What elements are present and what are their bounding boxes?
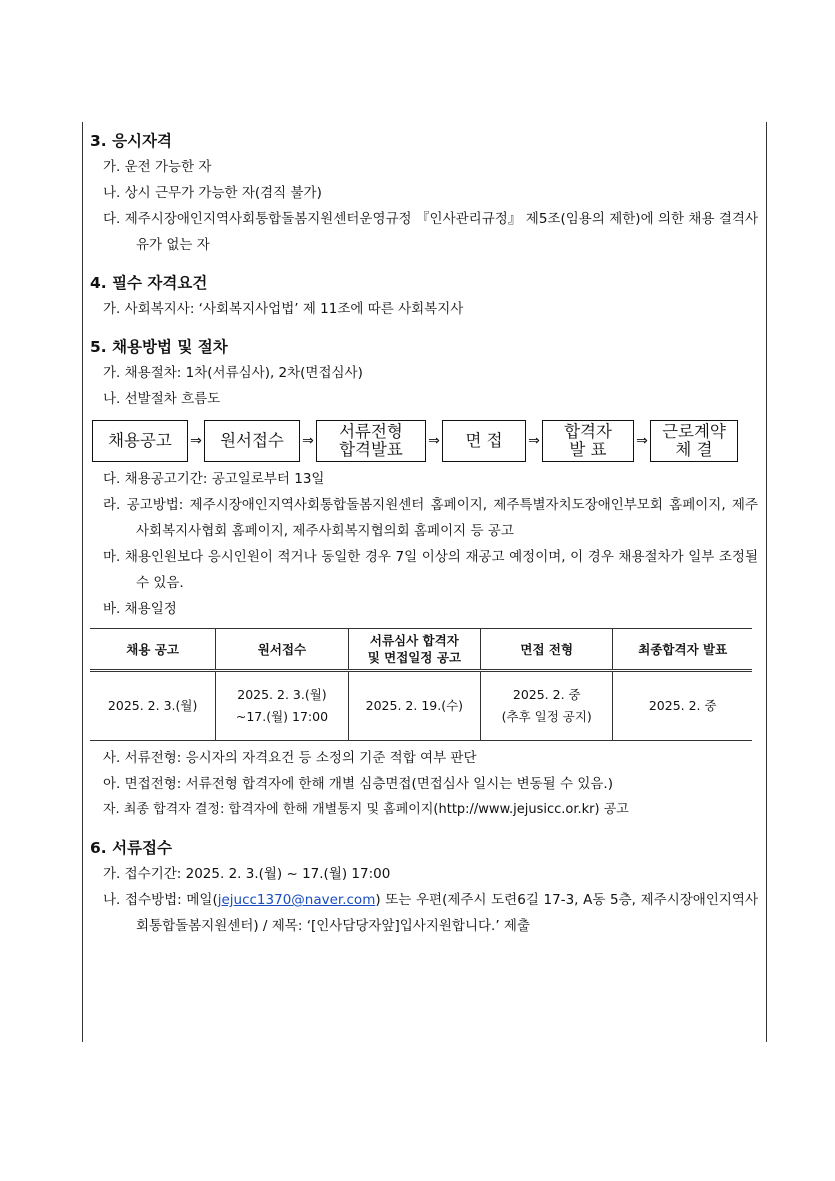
section-3-item: 가. 운전 가능한 자 [103,159,212,175]
section-6-title: 6. 서류접수 [90,839,172,857]
table-header-cell: 최종합격자 발표 [613,629,752,671]
section-5-item: 다. 채용공고기간: 공고일로부터 13일 [103,471,325,487]
section-5-item: 아. 면접전형: 서류전형 합격자에 한해 개별 심층면접(면접심사 일시는 변동될 수 있음.) [103,776,613,792]
flow-step-interview: 면 접 [442,420,526,462]
section-3-title: 3. 응시자격 [90,132,172,150]
table-cell: 2025. 2. 3.(월) [107,698,198,713]
flow-step-application: 원서접수 [204,420,300,462]
section-5-item: 마. 채용인원보다 응시인원이 적거나 동일한 경우 7일 이상의 재공고 예정이며, 이 경우 채용절차가 일부 조정될 수 있음. [103,549,758,591]
section-3-item: 나. 상시 근무가 가능한 자(겸직 불가) [103,185,322,201]
flow-arrow: ⇒ [302,433,314,449]
document-body [90,128,758,939]
flow-step-announcement: 채용공고 [92,420,188,462]
email-link[interactable]: jejucc1370@naver.com [217,892,376,908]
flow-arrow: ⇒ [528,433,540,449]
flow-arrow: ⇒ [636,433,648,449]
section-4-title: 4. 필수 자격요건 [90,274,208,292]
table-header-cell: 채용 공고 [126,641,179,657]
section-5-item: 나. 선발절차 흐름도 [103,391,221,407]
section-5-item: 사. 서류전형: 응시자의 자격요건 등 소정의 기준 적합 여부 판단 [103,750,477,766]
table-header-cell: 면접 전형 [481,629,613,671]
flow-step-result-announcement: 합격자 발 표 [542,420,634,462]
table-cell: 2025. 2. 19.(수) [348,671,480,741]
table-header-cell: 서류심사 합격자 및 면접일정 공고 [348,629,480,671]
section-3-item: 다. 제주시장애인지역사회통합돌봄지원센터운영규정 『인사관리규정』 제5조(임용의 제한)에 의한 채용 결격사유가 없는 자 [103,211,758,253]
section-5-item: 가. 채용절차: 1차(서류심사), 2차(면접심사) [103,365,363,381]
section-6-item: 가. 접수기간: 2025. 2. 3.(월) ~ 17.(월) 17:00 [103,866,391,882]
section-5-item: 라. 공고방법: 제주시장애인지역사회통합돌봄지원센터 홈페이지, 제주특별자치도장애인부모회 홈페이지, 제주사회복지사협회 홈페이지, 제주사회복지협의회 홈페이지 등 공고 [103,497,758,539]
table-cell: 2025. 2. 중 [613,671,752,741]
table-header-row [90,629,752,671]
flow-arrow: ⇒ [190,433,202,449]
selection-flowchart [92,420,758,462]
section-6-item: 나. 접수방법: 메일(jejucc1370@naver.com) 또는 우편(제주시 도련6길 17-3, A동 5층, 제주시장애인지역사회통합돌봄지원센터) / 제목: ‘[인사담당자앞]입사지원합니다.’ 제출 [103,892,758,934]
recruitment-schedule-table [90,628,752,741]
table-row [90,671,752,741]
flow-step-document-screening: 서류전형 합격발표 [316,420,426,462]
section-5-title: 5. 채용방법 및 절차 [90,338,228,356]
table-header-cell: 원서접수 [216,629,348,671]
flow-step-contract: 근로계약 체 결 [650,420,738,462]
flow-arrow: ⇒ [428,433,440,449]
table-cell: 2025. 2. 중 (추후 일정 공지) [481,671,613,741]
table-cell: 2025. 2. 3.(월) ~17.(월) 17:00 [216,671,348,741]
section-5-item: 바. 채용일정 [103,601,177,617]
section-5-item: 자. 최종 합격자 결정: 합격자에 한해 개별통지 및 홈페이지(http://www.jejusicc.or.kr) 공고 [103,802,629,817]
section-4-item: 가. 사회복지사: ‘사회복지사업법’ 제 11조에 따른 사회복지사 [103,301,464,317]
